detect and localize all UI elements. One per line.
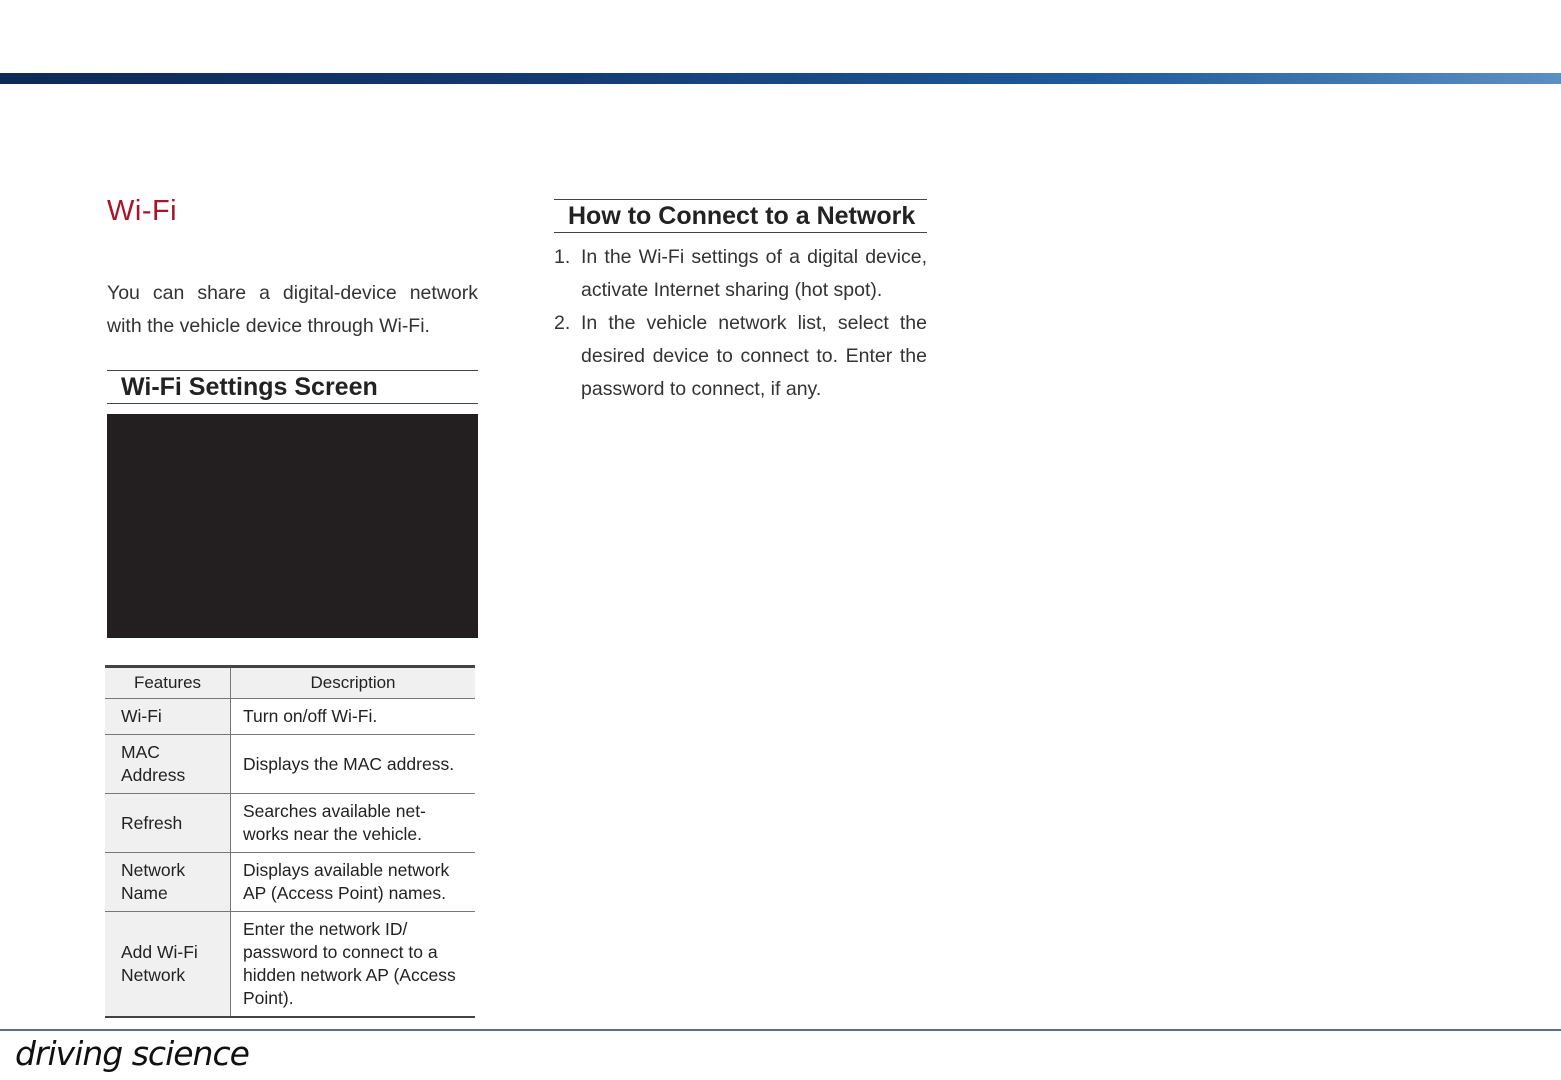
table-row (105, 735, 475, 794)
wifi-settings-screen-image (107, 414, 478, 638)
header-bar (0, 73, 1561, 84)
connect-column (554, 199, 927, 406)
table-row (105, 699, 475, 735)
table-row (105, 794, 475, 853)
table-header-row (105, 667, 475, 699)
description-cell: Displays the MAC address. (231, 735, 476, 794)
description-cell: Displays available network AP (Access Point) names. (231, 853, 476, 912)
step-text: In the vehicle network list, select the desired device to connect to. Enter the password to connect, if any. (581, 312, 927, 400)
feature-cell: MAC Address (105, 735, 231, 794)
header-features: Features (105, 667, 231, 699)
feature-cell: Wi-Fi (105, 699, 231, 735)
table-row (105, 853, 475, 912)
step-text: In the Wi-Fi settings of a digital device, activate Internet sharing (hot spot). (581, 246, 927, 301)
feature-cell: Network Name (105, 853, 231, 912)
description-cell: Turn on/off Wi-Fi. (231, 699, 476, 735)
connect-heading: How to Connect to a Network (554, 199, 927, 233)
feature-cell: Refresh (105, 794, 231, 853)
description-cell: Enter the network ID/ password to connect to a hidden network AP (Access Point). (231, 912, 476, 1018)
list-item (554, 307, 927, 406)
intro-text: You can share a digital-device network with the vehicle device through Wi-Fi. (107, 282, 478, 337)
step-number: 2. (554, 312, 571, 334)
section-title: Wi-Fi (107, 195, 178, 227)
header-description: Description (231, 667, 476, 699)
features-table (105, 665, 475, 1018)
footer-divider (0, 1029, 1561, 1031)
connect-steps (554, 241, 927, 406)
wifi-column (107, 195, 478, 1018)
feature-cell: Add Wi-Fi Network (105, 912, 231, 1018)
list-item (554, 241, 927, 307)
wifi-settings-heading: Wi-Fi Settings Screen (107, 370, 478, 404)
table-row (105, 912, 475, 1018)
description-cell: Searches available net-works near the vehicle. (231, 794, 476, 853)
brand-logo: driving science (15, 1034, 249, 1073)
step-number: 1. (554, 246, 571, 268)
